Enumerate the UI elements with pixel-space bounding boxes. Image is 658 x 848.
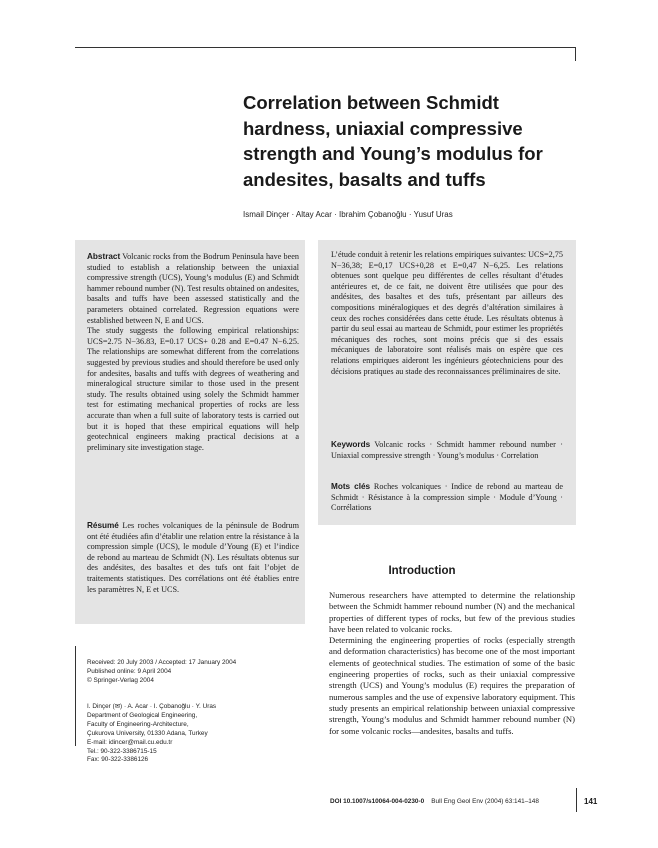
keywords-label: Keywords — [331, 440, 371, 449]
top-rule — [75, 47, 575, 48]
abstract-label: Abstract — [87, 252, 121, 261]
mots-cles-text: Roches volcaniques · Indice de rebond au marteau de Schmidt · Résistance à la compression simple · Module d’Young · Corrélations — [331, 482, 564, 513]
journal-citation: Bull Eng Geol Env (2004) 63:141–148 — [431, 798, 539, 805]
resume — [87, 521, 299, 595]
paper-title: Correlation between Schmidt hardness, uniaxial compressive strength and Young’s modulus for andesites, basalts and tuffs — [243, 92, 543, 190]
resume-text: Les roches volcaniques de la péninsule de Bodrum ont été étudiées afin d’établir une relation entre la résistance à la compression simple (UCS), le module d’Young (E) et l’indice de rebond au marteau de Schmidt (N). Les résultats obtenus sur des andésites, des basaltes et des tufs ont fait l’objet de traitements statistiques. Des corrélations ont été établies entre les paramètres N, E et UCS. — [87, 521, 299, 594]
affiliation-university: Çukurova University, 01330 Adana, Turkey — [87, 729, 208, 737]
affiliation-email: E-mail: idincer@mail.cu.edu.tr — [87, 738, 173, 746]
received-date: Received: 20 July 2003 / Accepted: 17 January 2004 — [87, 659, 237, 666]
top-corner-tick — [575, 47, 576, 61]
mots-cles — [331, 482, 563, 514]
mots-cles-label: Mots clés — [331, 482, 371, 491]
doi: DOI 10.1007/s10064-004-0230-0 — [330, 798, 425, 805]
author-list: Ismail Dinçer · Altay Acar · Ibrahim Çobanoğlu · Yusuf Uras — [243, 210, 453, 219]
resume-label: Résumé — [87, 521, 119, 530]
affiliation-authors: I. Dinçer (✉) · A. Acar · I. Çobanoğlu · Y. Uras — [87, 703, 217, 710]
affiliation-tel: Tel.: 90-322-3386715-15 — [87, 747, 157, 755]
footer-rule — [576, 788, 577, 812]
abstract-paragraph-1: Volcanic rocks from the Bodrum Peninsula have been studied to establish a relationship between the uniaxial compressive strength (UCS), Young’s modulus (E) and Schmidt hammer rebound number (N). Test results obtained on andesites, basalts and tuffs have been assessed statistically and the parameters obtained correlated. Regression equations were established between N, E and UCS. — [87, 252, 300, 325]
page-number: 141 — [584, 797, 598, 806]
published-date: Published online: 9 April 2004 — [87, 667, 172, 675]
footer-citation — [330, 798, 539, 805]
abstract-paragraph-2: The study suggests the following empirical relationships: UCS=2.75 N−36.83, E=0.17 UCS+ 0.28 and E=0.47 N−6.25. The relationships are somewhat different from the correlations suggested by previous studies and should therefore be used only for andesites, basalts and tuffs with degrees of weathering and mineralogical structure similar to those used in the present study. The results obtained using solely the Schmidt hammer test for estimating mechanical properties of rocks are less accurate than when a full suite of laboratory tests is carried out but it is hoped that these empirical equations will help geotechnical engineers making practical decisions at a preliminary site investigation stage. — [87, 326, 299, 452]
author-affiliation — [87, 703, 317, 765]
article-info-rule — [75, 646, 76, 746]
introduction-paragraph-1: Numerous researchers have attempted to determine the relationship between the Schmidt hammer rebound number (N) and the mechanical properties of different types of rocks, but few of the previous studies have been related to volcanic rocks. — [329, 590, 575, 634]
affiliation-fax: Fax: 90-322-3386126 — [87, 756, 149, 764]
affiliation-department: Department of Geological Engineering, — [87, 711, 198, 719]
keywords-text: Volcanic rocks · Schmidt hammer rebound number · Uniaxial compressive strength · Young’s modulus · Correlation — [331, 440, 564, 460]
introduction-paragraph-2: Determining the engineering properties of rocks (especially strength and deformation characteristics) has become one of the most important elements of geotechnical studies. The estimation of some of the basic engineering properties of rocks, such as their uniaxial compressive strength (UCS) and Young’s modulus (E) requires the preparation of numerous samples and the use of expensive laboratory equipment. This study presents an empirical relationship between uniaxial compressive strength, Young’s modulus and Schmidt hammer rebound number (N) for some volcanic rocks—andesites, basalts and tuffs. — [329, 635, 575, 736]
abstract — [87, 252, 299, 453]
french-abstract-continued: L’étude conduit à retenir les relations empiriques suivantes: UCS=2,75 N−36,38; E=0,17 UCS+0,28 et E=0,47 N−6,25. Les relations obtenues sont quelque peu différentes de celles résultant d’études antérieures et, de ce fait, ne doivent être utilisées que pour des andésites, des basaltes et des tufs, présentant par ailleurs des compositions minéralogiques et des degrés d’altération similaires à ceux des roches considérées dans cette étude. Les résultats obtenus à partir du seul essai au marteau de Schmidt, pour estimer les propriétés mécaniques des roches, sont moins précis que si des essais mécaniques de laboratoire sont réalisés mais on espère que ces relations empiriques aideront les ingénieurs géotechniciens pour des décisions pratiques au stade des reconnaissances préliminaires de site. — [331, 250, 563, 376]
keywords — [331, 440, 563, 461]
copyright: © Springer-Verlag 2004 — [87, 676, 154, 684]
article-dates — [87, 659, 317, 686]
introduction-heading: Introduction — [388, 565, 456, 577]
introduction-body — [329, 590, 575, 737]
affiliation-faculty: Faculty of Engineering-Architecture, — [87, 720, 189, 728]
